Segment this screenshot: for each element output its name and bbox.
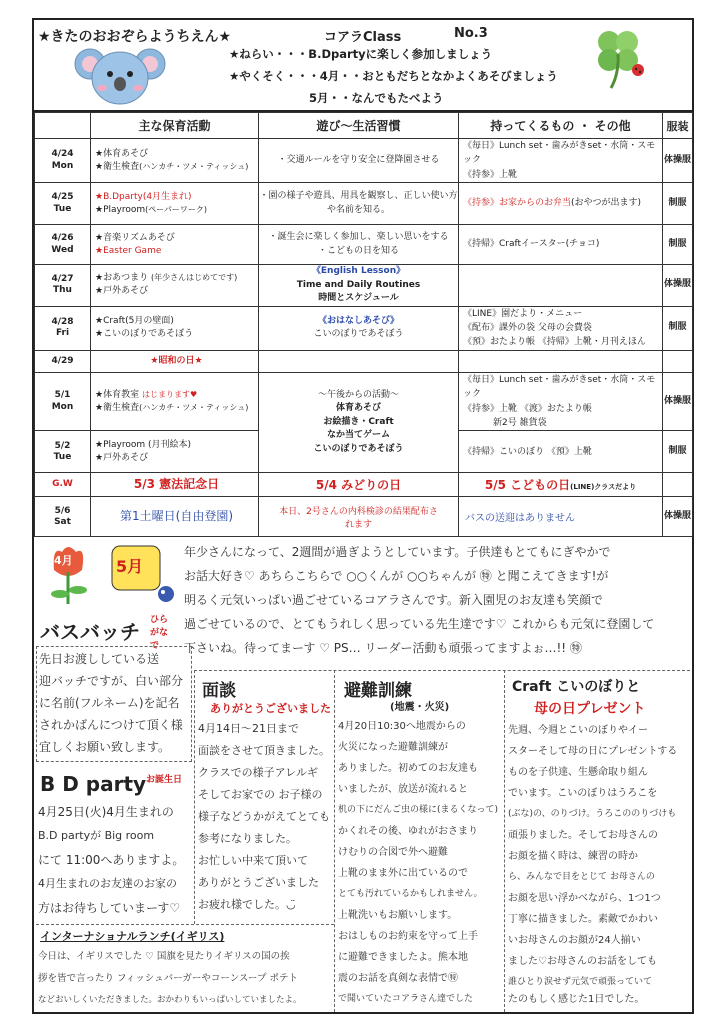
promise-text: ★やくそく・・・4月・・おともだちとなかよくあそびましょう <box>229 69 558 83</box>
badge-title: バスバッチ <box>40 620 140 644</box>
class-name: コアラClass <box>324 30 402 45</box>
aim-text: ★ねらい・・・B.Dpartyに楽しく参加しましょう <box>229 47 493 61</box>
drill-sub: (地震・火災) <box>390 702 450 713</box>
table-row: 4/27 Thu ★おあつまり (年少さんはじめてです) ★戸外あそび 《English Lesson》 Time and Daily Routines 時間とスケジュール 体操服 <box>35 265 693 307</box>
bd-title: B D party <box>40 772 147 796</box>
newsletter-page <box>32 18 694 1014</box>
table-row: 4/26 Wed ★音楽リズムあそび ★Easter Game ・誕生会に楽しく参加し、楽しい思いをする ・こどもの日を知る 《持帰》Craftイースター(チョコ) 制服 <box>35 225 693 265</box>
interview-title: 面談 <box>202 681 236 701</box>
drill-title: 避難訓練 <box>344 681 412 701</box>
month-label-may: 5月 <box>116 557 144 576</box>
table-row: 5/2 Tue ★Playroom (月刊絵本) ★戸外あそび 《持帰》こいのぼり 《預》上靴 制服 <box>35 431 693 473</box>
craft-title2: 母の日プレゼント <box>534 701 646 717</box>
lunch-title: インターナショナルランチ(イギリス) <box>40 930 225 943</box>
table-row: 4/28 Fri ★Craft(5月の壁面) ★こいのぼりであそぼう 《おはなしあそび》 こいのぼりであそぼう 《LINE》園だより・メニュー 《配布》課外の袋 父母の会費袋 《預》おたより帳 《持帰》上靴・月刊えほん 制服 <box>35 306 693 350</box>
month-label-april: 4月 <box>54 554 73 567</box>
promise-may-text: 5月・・なんでもたべよう <box>309 91 444 105</box>
col-header-uniform: 服装 <box>663 113 693 139</box>
col-header-activity: 主な保育活動 <box>91 113 259 139</box>
interview-sub: ありがとうございました <box>210 702 331 715</box>
table-row: 4/25 Tue ★B.Dparty(4月生まれ) ★Playroom(ペーパーワーク) ・園の様子や遊具、用具を観察し、正しい使い方や名前を知る。 《持参》お家からのお弁当(おやつが出ます) 制服 <box>35 183 693 225</box>
craft-title: Craft こいのぼりと <box>512 679 641 695</box>
table-row-holiday: 4/29 ★昭和の日★ <box>35 350 693 372</box>
table-row-gw: G.W 5/3 憲法記念日 5/4 みどりの日 5/5 こどもの日(LINE)クラスだより <box>35 473 693 497</box>
schedule-table <box>34 112 693 537</box>
col-header-items: 持ってくるもの ・ その他 <box>459 113 663 139</box>
table-row-saturday: 5/6 Sat 第1土曜日(自由登園) 本日、2号さんの内科検診の結果配布されます バスの送迎はありません 体操服 <box>35 497 693 537</box>
koala-icon <box>74 42 166 106</box>
clover-icon <box>589 24 649 90</box>
school-name: ★きたのおおぞらようちえん★ <box>38 29 232 45</box>
bd-sub: お誕生日 <box>146 775 183 785</box>
badge-box: 先日お渡ししている送 迎バッチですが、白い部分 に名前(フルネーム)を記名 されかばんにつけて頂く様 宜しくお願い致します。 <box>36 646 192 762</box>
tulip-icon <box>42 540 182 610</box>
issue-number: No.3 <box>454 26 488 41</box>
schedule-header-row <box>35 113 693 139</box>
table-row: 4/24 Mon ★体育あそび ★衛生検査(ハンカチ・ツメ・ティッシュ) ・交通ルールを守り安全に登降園させる 《毎日》Lunch set・歯みがきset・水筒・スモック 《持参》上靴 体操服 <box>35 139 693 183</box>
col-header-life: 遊び～生活習慣 <box>259 113 459 139</box>
badge-sub: ひらがなで <box>150 615 169 651</box>
notes-section: 4月 5月 年少さんになって、2週間が過ぎようとしています。子供達もとてもにぎやかで お話大好き♡ あちらこちらで ○○くんが ○○ちゃんが ㊕ と聞こえてきます!が 明るく元気いっぱい過ごせているコアラさんです。新入園児のお友達も笑顔で 過ごせているので、とてもうれしく思っている先生達です♡ これからも元気に登園して 下さいね。待ってまーす ♡ PS… リーダー活動も頑張ってますよぉ…!! ㊕ バスバッチ ひらがなで 先日お渡ししている送 迎バッチですが、白い部分 に名前(フルネーム)を記名 されかばんにつけて頂く様 宜しくお願い致します。 B D party お誕生日 4月25日(火)4月生まれの B.D partyが Big room にて 11:00へありますよ。 4月生まれのお友達のお家の 方はお待ちしていまーす♡ 面談 ありがとうございました 4月14日～21日まで 面談をさせて頂きました。 クラスでの様子アレルギ そしてお家での お子様の 様子などうかがえてとても 参考になりました。 お忙しい中来て頂いて ありがとうございました お疲れ様でした。◡̈ 避難訓練 (地震・火災) 4月20日10:30へ地震からの 火災になった避難訓練が ありました。初めてのお友達も いましたが、放送が流れると 机の下にだんご虫の様に(まるくなって) かくれその後、ゆれがおさまり けむりの合図で外へ避難 上靴のまま外に出ているので とても汚れているかもしれません。 上靴洗いもお願いします。 おはしものお約束を守って上手 に避難できましたよ。熊本地 震のお話を真剣な表情で㊕ で聞いていたコアラさん達でした Craft こいのぼりと 母の日プレゼント 先週、今週とこいのぼりやイー スターそして母の日にプレゼントする ものを子供達、生懸命取り組ん でいます。こいのぼりはうろこを (ぶな)の、のりづけ。うろこののりづけも 頑張りました。そしてお母さんの お顔を描く時は、練習の時か ら、みんなで目をとじて お母さんの お顔を思い浮かべながら、1つ1つ 丁寧に描きました。素敵でかわい いお母さんのお顔が24人揃い ました♡お母さんのお話をしても 誰ひとり涙せず元気で頑張っていて たのもしく感じた1日でした。 インターナショナルランチ(イギリス) 今日は、イギリスでした ♡ 国旗を見たりイギリスの国の挨 拶を皆で言ったり フィッシュバーガーやコーンスープ ポテト などおいしくいただきました。おかわりもいっぱいしていましたよ。 <box>34 538 692 1012</box>
header <box>34 20 692 112</box>
table-row: 5/1 Mon ★体育教室 はじまります♥ ★衛生検査(ハンカチ・ツメ・ティッシュ) ～午後からの活動～ 体育あそび お絵描き・Craft なか当てゲーム こいのぼりであそぼう 《毎日》Lunch set・歯みがきset・水筒・スモック 《持参》上靴 《渡》おたより帳 新2号 雑貨袋 体操服 <box>35 372 693 431</box>
